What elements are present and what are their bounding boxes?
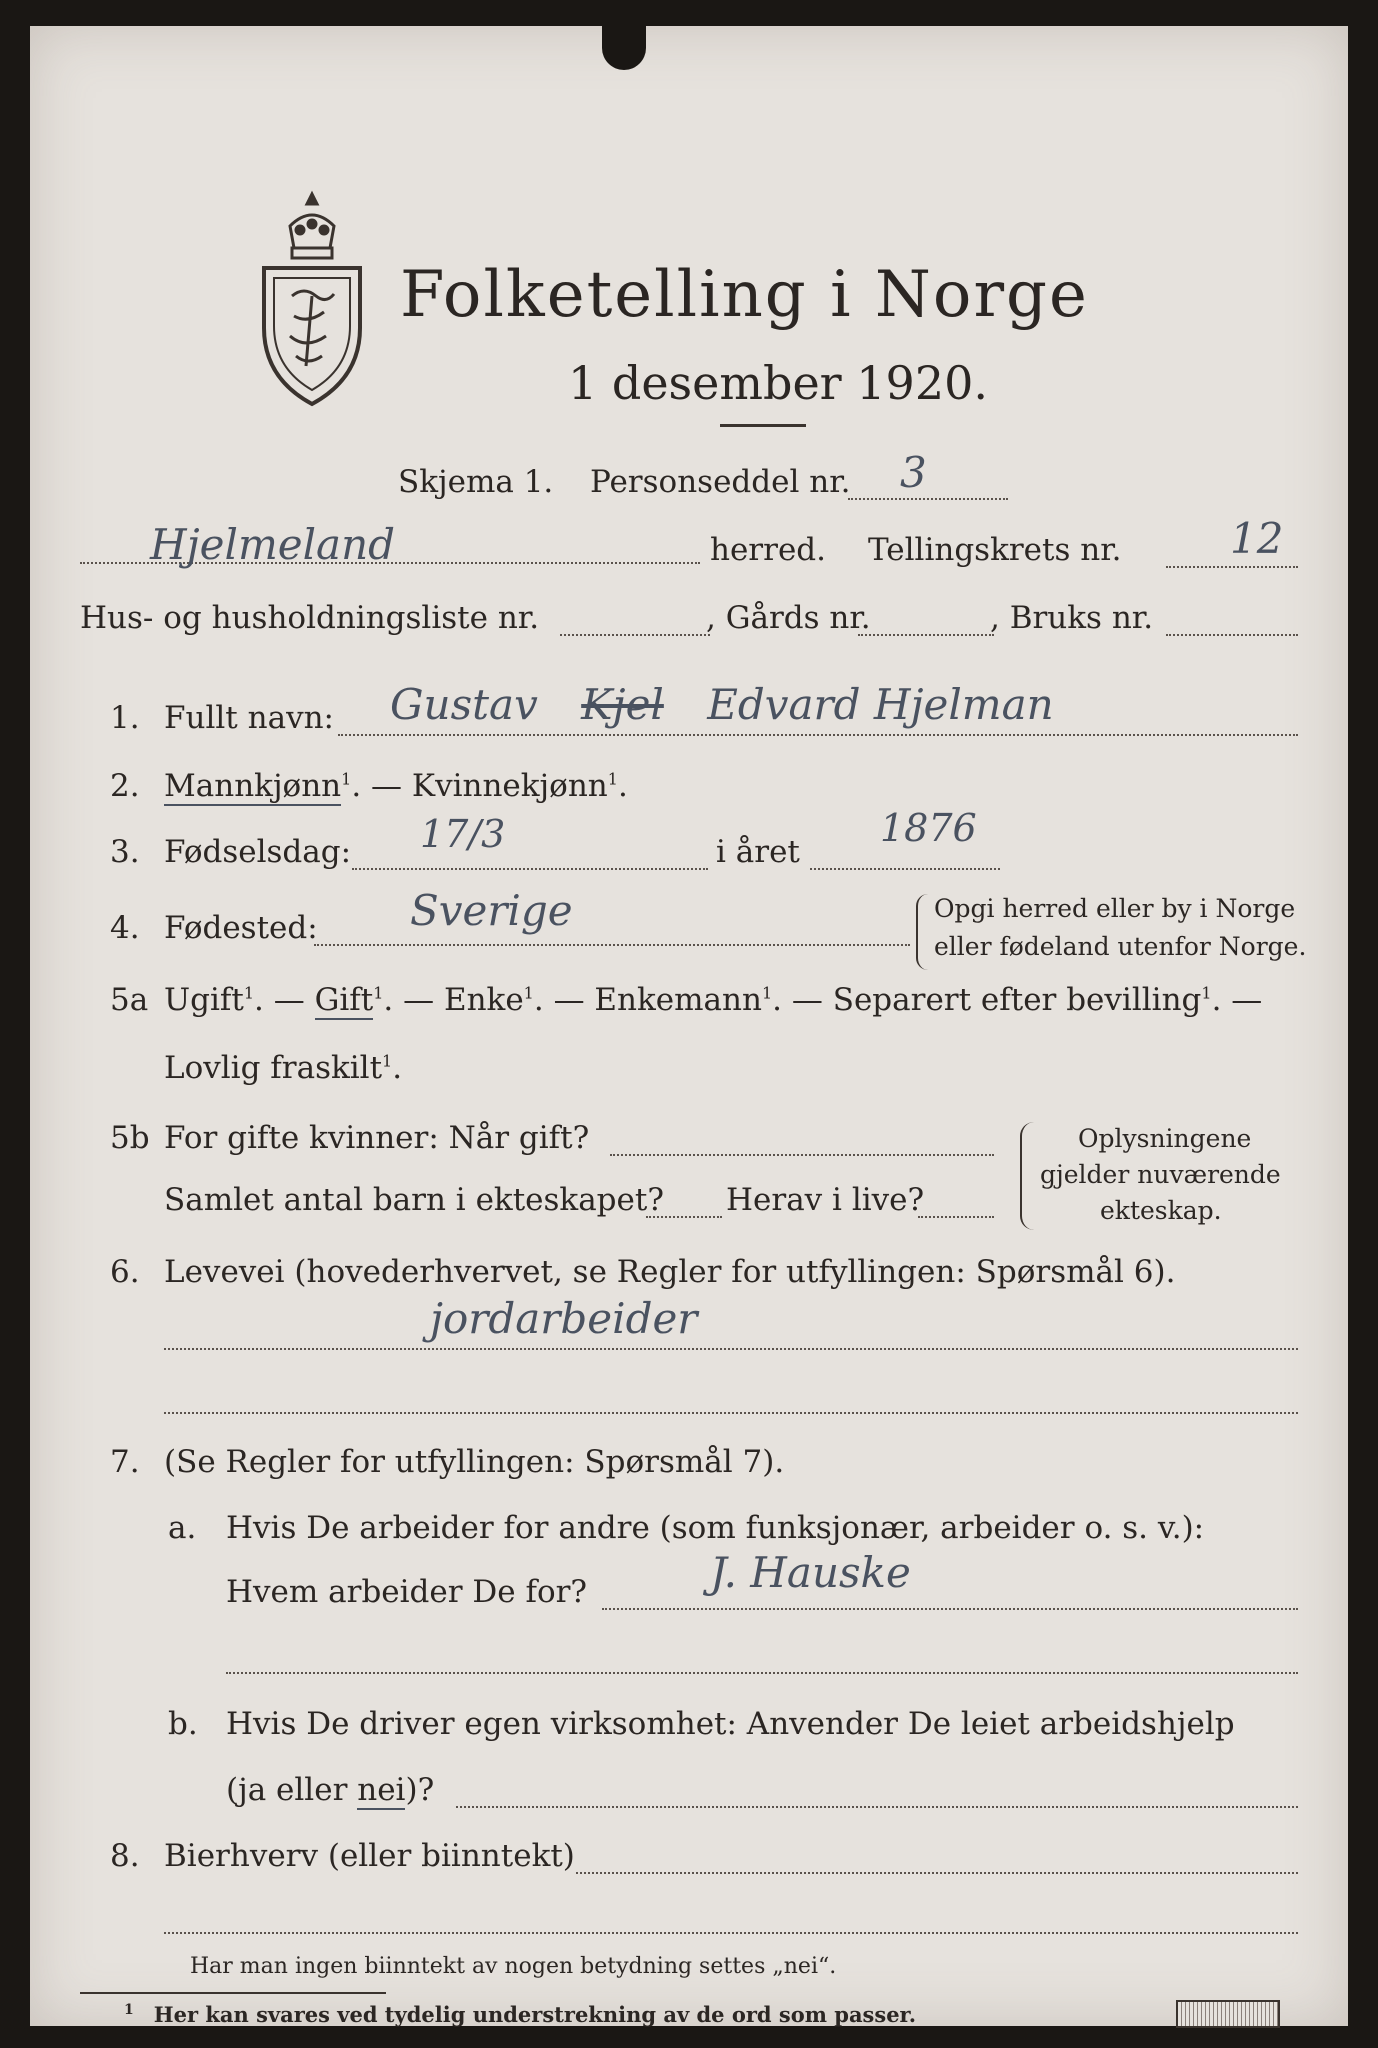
q5b-alive-line[interactable] (918, 1216, 994, 1218)
separator: . (392, 1050, 403, 1086)
herred-value[interactable]: Hjelmeland (150, 520, 396, 569)
footnote-marker: 1 (761, 983, 773, 1003)
q1-value[interactable] (390, 680, 1054, 729)
norway-coat-of-arms-icon (252, 186, 372, 416)
q7b-line[interactable] (456, 1806, 1298, 1808)
q4-label: Fødested: (164, 910, 318, 946)
q5b-note-1: Oplysningene (1078, 1124, 1252, 1153)
separator: . — (772, 982, 833, 1018)
option-lovlig-fraskilt[interactable]: Lovlig fraskilt (164, 1050, 383, 1086)
personseddel-label: Personseddel nr. (590, 464, 851, 500)
q3-number: 3. (110, 834, 140, 870)
census-date: 1 desember 1920. (568, 356, 988, 410)
q1-middle-surname: Edvard Hjelman (707, 680, 1054, 729)
hus-label: Hus- og husholdningsliste nr. (80, 600, 540, 636)
herred-label: herred. (710, 532, 826, 568)
q2-options (164, 768, 628, 804)
q8-line-2[interactable] (164, 1932, 1298, 1934)
q6-value[interactable]: jordarbeider (430, 1294, 698, 1343)
q5b-children-line[interactable] (646, 1216, 722, 1218)
q5b-brace (1020, 1122, 1034, 1230)
option-gift[interactable]: Gift (314, 982, 374, 1018)
q7a-line-2[interactable] (226, 1672, 1298, 1674)
q4-note-1: Opgi herred eller by i Norge (934, 894, 1296, 923)
q7a-number: a. (168, 1510, 197, 1546)
option-ugift[interactable]: Ugift (164, 982, 244, 1018)
q1-number: 1. (110, 700, 140, 736)
skjema-label: Skjema 1. (398, 464, 554, 500)
q7a-text: Hvis De arbeider for andre (som funksjonær, arbeider o. s. v.): (226, 1510, 1205, 1546)
q8-number: 8. (110, 1838, 140, 1874)
q5b-label-1: For gifte kvinner: Når gift? (164, 1120, 590, 1156)
q7-number: 7. (110, 1444, 140, 1480)
option-separert[interactable]: Separert efter bevilling (832, 982, 1202, 1018)
q5b-label-3: Herav i live? (726, 1182, 925, 1218)
footnote-marker: 1 (243, 983, 255, 1003)
q5a-options (164, 982, 1262, 1018)
q1-line (338, 734, 1298, 736)
option-kvinnekjonn[interactable]: Kvinnekjønn (411, 768, 608, 804)
q4-line (314, 944, 910, 946)
option-mannkjonn[interactable]: Mannkjønn (164, 768, 342, 804)
footnote-marker: 1 (373, 983, 384, 1003)
q8-line-1[interactable] (576, 1872, 1298, 1874)
tellingskrets-value[interactable]: 12 (1230, 514, 1284, 563)
footnote-rule (80, 1992, 386, 1994)
separator: . — (351, 768, 412, 804)
q4-note-2: eller fødeland utenfor Norge. (934, 932, 1307, 961)
q7b-question (226, 1772, 434, 1808)
bruks-label: , Bruks nr. (990, 600, 1154, 636)
q5a-number: 5a (110, 982, 149, 1018)
tellingskrets-label: Tellingskrets nr. (868, 532, 1122, 568)
separator: . — (533, 982, 595, 1018)
tellingskrets-line (1166, 566, 1298, 568)
bruks-line[interactable] (1166, 634, 1298, 636)
paper-notch (602, 26, 646, 70)
q7a-line (602, 1608, 1298, 1610)
q6-label: Levevei (hovederhvervet, se Regler for utfyllingen: Spørsmål 6). (164, 1254, 1176, 1290)
q5b-number: 5b (110, 1120, 150, 1156)
separator: . — (383, 982, 444, 1018)
biinntekt-note: Har man ingen biinntekt av nogen betydning settes „nei“. (190, 1954, 837, 1979)
q4-brace (916, 894, 928, 970)
footnote-marker: 1 (1201, 983, 1212, 1003)
q5b-when-line[interactable] (610, 1154, 994, 1156)
footnote-marker: 1 (607, 769, 618, 789)
separator: . — (1211, 982, 1263, 1018)
q6-number: 6. (110, 1254, 140, 1290)
q6-line-2[interactable] (164, 1412, 1298, 1414)
personseddel-value[interactable]: 3 (900, 448, 927, 497)
q7b-question-start: (ja eller (226, 1772, 358, 1808)
q1-label: Fullt navn: (164, 700, 334, 736)
gards-label: , Gårds nr. (706, 600, 871, 636)
q5b-note-3: ekteskap. (1100, 1196, 1222, 1225)
q7-label: (Se Regler for utfyllingen: Spørsmål 7). (164, 1444, 785, 1480)
q6-line-1 (164, 1348, 1298, 1350)
q3-value[interactable]: 17/3 (420, 812, 506, 856)
q4-number: 4. (110, 910, 140, 946)
form-title: Folketelling i Norge (400, 258, 1089, 332)
hus-line[interactable] (560, 634, 710, 636)
q7a-question: Hvem arbeider De for? (226, 1574, 588, 1610)
printer-stamp (1176, 2000, 1280, 2028)
q3-line (352, 868, 708, 870)
option-nei[interactable]: nei (357, 1772, 406, 1808)
q8-label: Bierhverv (eller biinntekt) (164, 1838, 575, 1874)
q5b-note-2: gjelder nuværende (1040, 1160, 1281, 1189)
q5b-label-2: Samlet antal barn i ekteskapet? (164, 1182, 664, 1218)
q2-number: 2. (110, 768, 140, 804)
q1-given-name: Gustav (390, 680, 538, 729)
footnote-marker: 1 (341, 769, 352, 789)
q7a-value[interactable]: J. Hauske (710, 1548, 911, 1597)
footnote-marker: 1 (382, 1051, 393, 1071)
q7b-number: b. (168, 1706, 198, 1742)
q3-year-label: i året (716, 834, 800, 870)
footnote-marker: 1 (523, 983, 534, 1003)
q7b-text: Hvis De driver egen virksomhet: Anvender De leiet arbeidshjelp (226, 1706, 1235, 1742)
q5a-options-2 (164, 1050, 402, 1086)
q3-year-line (810, 868, 1000, 870)
q7b-question-end: )? (405, 1772, 435, 1808)
separator: . (617, 768, 628, 804)
option-enke[interactable]: Enke (443, 982, 524, 1018)
q1-struck-name: Kjel (581, 680, 664, 729)
gards-line[interactable] (858, 634, 994, 636)
q3-label: Fødselsdag: (164, 834, 352, 870)
q4-value[interactable]: Sverige (410, 886, 573, 935)
option-enkemann[interactable]: Enkemann (594, 982, 762, 1018)
title-rule (720, 424, 806, 427)
census-form-sheet (30, 26, 1348, 2026)
footnote-number: 1 (124, 2002, 134, 2018)
separator: . — (254, 982, 315, 1018)
footnote-text: Her kan svares ved tydelig understrekning av de ord som passer. (153, 2002, 917, 2027)
q3-year-value[interactable]: 1876 (880, 806, 977, 850)
footnote (124, 2002, 916, 2027)
personseddel-line (848, 498, 1008, 500)
